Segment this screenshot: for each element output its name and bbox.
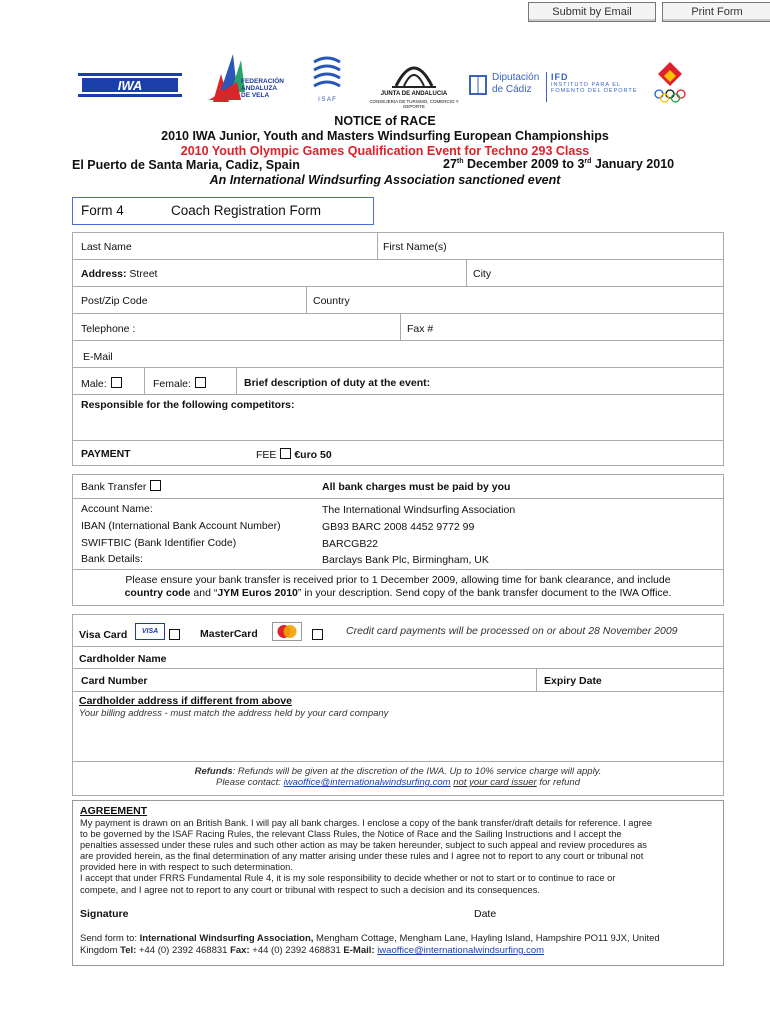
ifd-logo: IFD INSTITUTO PARA EL FOMENTO DEL DEPORTE xyxy=(546,72,641,102)
female-checkbox-label[interactable]: Female: xyxy=(153,377,206,390)
name-row xyxy=(72,232,724,260)
svg-text:IWA: IWA xyxy=(117,78,143,93)
first-name-field[interactable]: First Name(s) xyxy=(383,241,447,253)
postcode-field[interactable]: Post/Zip Code xyxy=(81,295,148,307)
signature-field[interactable]: Signature xyxy=(80,908,129,920)
male-checkbox-label[interactable]: Male: xyxy=(81,377,122,390)
address-street-field[interactable]: Address: Street xyxy=(81,268,158,280)
telephone-field[interactable]: Telephone : xyxy=(81,323,136,335)
fee-checkbox[interactable] xyxy=(280,448,291,459)
country-field[interactable]: Country xyxy=(313,295,350,307)
print-form-button[interactable]: Print Form xyxy=(662,2,770,22)
iban-label: IBAN (International Bank Account Number) xyxy=(81,520,281,532)
event-venue: El Puerto de Santa Maria, Cadiz, Spain xyxy=(72,158,300,172)
send-form-info: Send form to: International Windsurfing Association, Mengham Cottage, Mengham Lane, Hayling Island, Hampshire PO11 9JX, United Kingdom Tel: +44 (0) 2392 468831 Fax: +44 (0) 2392 468831 E-Mail: iwaoffice@internationalwindsurfing.com xyxy=(80,933,660,956)
refund-email-link[interactable]: iwaoffice@internationalwindsurfing.com xyxy=(283,777,451,788)
postcode-row xyxy=(72,286,724,314)
card-processing-note: Credit card payments will be processed on or about 28 November 2009 xyxy=(346,625,678,637)
cardholder-address-field[interactable]: Your billing address - must match the address held by your card company xyxy=(79,708,389,719)
card-payment-section xyxy=(72,614,724,796)
bank-transfer-checkbox-label[interactable]: Bank Transfer xyxy=(81,480,161,493)
mastercard-label: MasterCard xyxy=(200,628,258,640)
account-name-label: Account Name: xyxy=(81,503,153,515)
form-number: Form 4 xyxy=(81,203,124,218)
male-checkbox[interactable] xyxy=(111,377,122,388)
fax-field[interactable]: Fax # xyxy=(407,323,434,335)
mastercard-checkbox[interactable] xyxy=(312,629,323,640)
swift-value: BARCGB22 xyxy=(322,538,379,550)
refunds-note: Refunds: Refunds will be given at the discretion of the IWA. Up to 10% service charge will apply. xyxy=(194,766,602,777)
form-title: Coach Registration Form xyxy=(171,203,322,218)
date-field[interactable]: Date xyxy=(474,908,497,920)
email-row xyxy=(72,340,724,368)
competitors-row xyxy=(72,394,724,441)
cardholder-address-title: Cardholder address if different from above xyxy=(79,695,292,707)
card-number-field[interactable]: Card Number xyxy=(81,675,148,687)
submit-by-email-button[interactable]: Submit by Email xyxy=(528,2,656,22)
visa-label: Visa Card xyxy=(79,629,128,641)
iban-value: GB93 BARC 2008 4452 9772 99 xyxy=(322,521,475,533)
visa-logo: VISA xyxy=(135,623,165,640)
agreement-section xyxy=(72,800,724,966)
payment-row xyxy=(72,440,724,466)
isaf-logo: I S A F xyxy=(308,54,346,108)
mastercard-logo xyxy=(272,622,302,641)
bank-charges-note: All bank charges must be paid by you xyxy=(322,481,511,493)
iwa-logo xyxy=(78,70,182,100)
event-title: 2010 IWA Junior, Youth and Masters Windsurfing European Championships xyxy=(161,129,609,143)
diputacion-cadiz-logo: Diputación de Cádiz xyxy=(468,72,544,98)
agreement-title: AGREEMENT xyxy=(80,805,148,817)
notice-heading: NOTICE of RACE xyxy=(334,114,436,128)
duty-description-field[interactable]: Brief description of duty at the event: xyxy=(244,377,431,389)
agreement-text: My payment is drawn on an British Bank. I will pay all bank charges. I enclose a copy of the bank transfer/draft details for reference. I agree to be governed by the ISAF Racing Rules, the relevant Class Rules, the Notice of Race and the Sailing Instructions and I accept the penalties assessed under these rules and such other action as may be taken hereunder, subject to such appeal and review procedures as are provided herein, as the final determination of any matter arising under these rules and I agree not to report to any court or tribunal not provided here in with respect to such determination. I accept that under FRRS Fundamental Rule 4, it is my sole responsibility to decide whether or not to start or to continue to race or compete, and I agree not to report to any court or tribunal with respect to such a decision and its consequences. xyxy=(80,818,653,895)
fav-logo: FEDERACIÓN ANDALUZA DE VELA xyxy=(207,52,287,104)
swift-label: SWIFTBIC (Bank Identifier Code) xyxy=(81,537,237,549)
bank-details-label: Bank Details: xyxy=(81,553,143,565)
form-title-box xyxy=(72,197,374,225)
sanction-line: An International Windsurfing Association sanctioned event xyxy=(209,173,561,187)
event-dates: 27th December 2009 to 3rd January 2010 xyxy=(443,157,675,171)
city-field[interactable]: City xyxy=(473,268,492,280)
expiry-date-field[interactable]: Expiry Date xyxy=(544,675,602,687)
address-row xyxy=(72,259,724,287)
phone-row xyxy=(72,313,724,341)
email-field[interactable]: E-Mail xyxy=(83,351,113,363)
cardholder-name-field[interactable]: Cardholder Name xyxy=(79,653,167,665)
olympic-committee-logo xyxy=(650,60,690,106)
payment-label: PAYMENT xyxy=(81,448,131,460)
junta-andalucia-logo: JUNTA DE ANDALUCIA CONSEJERIA DE TURISMO, COMERCIO Y DEPORTE xyxy=(366,56,462,108)
bank-details-value: Barclays Bank Plc, Birmingham, UK xyxy=(322,554,489,566)
bank-note-line1: Please ensure your bank transfer is received prior to 1 December 2009, allowing time for bank clearance, and include xyxy=(125,574,671,586)
visa-checkbox[interactable] xyxy=(169,629,180,640)
fee-checkbox-label[interactable]: FEE €uro 50 xyxy=(256,449,332,461)
contact-email-link[interactable]: iwaoffice@internationalwindsurfing.com xyxy=(377,945,545,956)
female-checkbox[interactable] xyxy=(195,377,206,388)
responsible-competitors-field[interactable]: Responsible for the following competitors: xyxy=(81,399,295,411)
bank-note-line2: country code and “JYM Euros 2010” in your description. Send copy of the bank transfer document to the IWA Office. xyxy=(124,587,672,599)
bank-transfer-section xyxy=(72,474,724,606)
gender-row xyxy=(72,367,724,395)
bank-transfer-checkbox[interactable] xyxy=(150,480,161,491)
account-name-value: The International Windsurfing Association xyxy=(322,504,516,516)
last-name-field[interactable]: Last Name xyxy=(81,241,132,253)
event-subtitle: 2010 Youth Olympic Games Qualification Event for Techno 293 Class xyxy=(180,144,590,158)
refunds-contact: Please contact: iwaoffice@internationalwindsurfing.com not your card issuer for refund xyxy=(215,777,580,788)
